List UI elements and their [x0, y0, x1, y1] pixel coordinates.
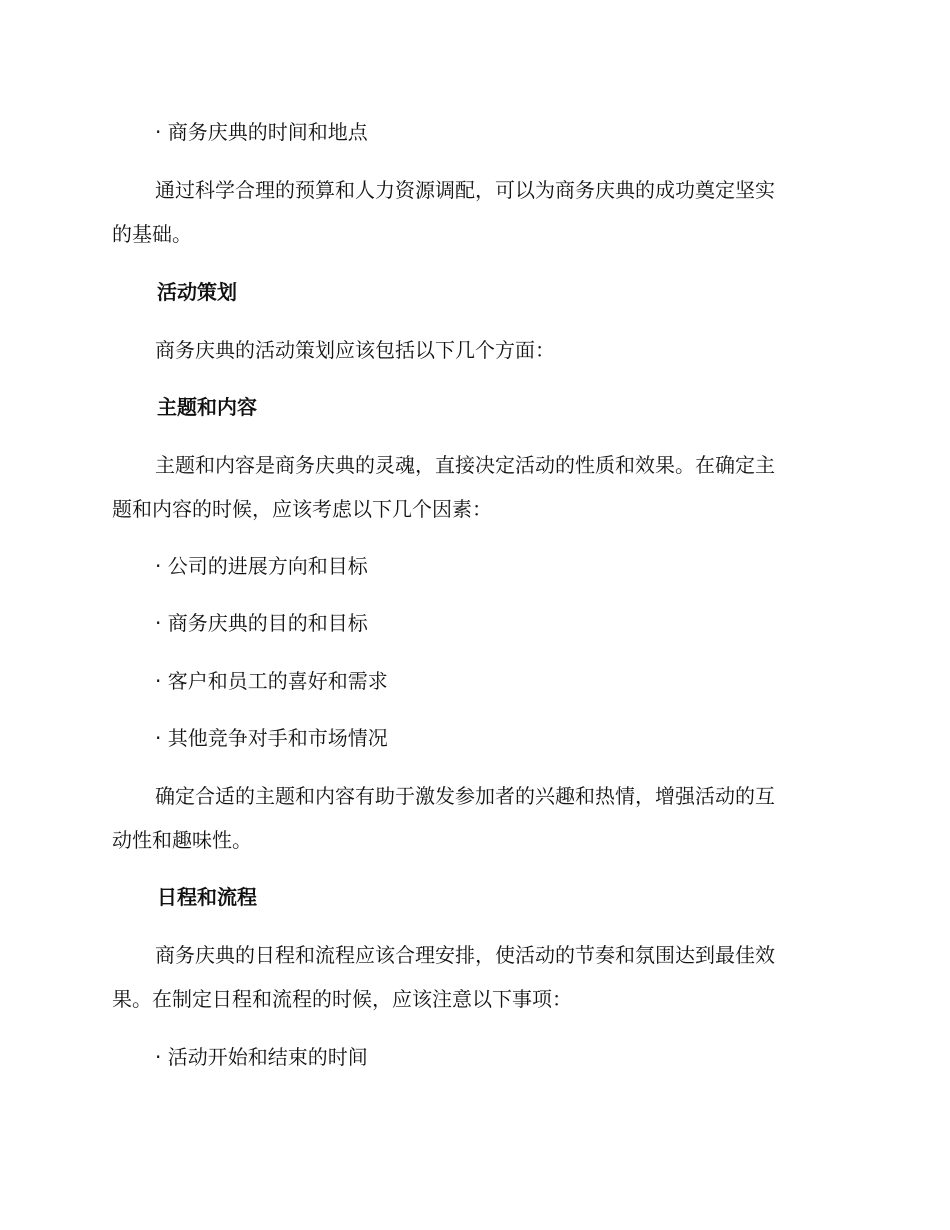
bullet-company-direction: · 公司的进展方向和目标	[155, 554, 368, 578]
paragraph-budget-line-1: 通过科学合理的预算和人力资源调配，可以为商务庆典的成功奠定坚实	[155, 178, 775, 202]
bullet-competitors-market: · 其他竞争对手和市场情况	[155, 726, 388, 750]
bullet-start-end-time: · 活动开始和结束的时间	[155, 1045, 368, 1069]
paragraph-theme-line-1: 主题和内容是商务庆典的灵魂，直接决定活动的性质和效果。在确定主	[155, 453, 775, 477]
paragraph-schedule-line-1: 商务庆典的日程和流程应该合理安排，使活动的节奏和氛围达到最佳效	[155, 943, 775, 967]
heading-activity-planning: 活动策划	[157, 280, 237, 304]
bullet-celebration-purpose: · 商务庆典的目的和目标	[155, 611, 368, 635]
heading-schedule-flow: 日程和流程	[157, 885, 257, 909]
bullet-time-place: · 商务庆典的时间和地点	[155, 120, 368, 144]
paragraph-theme-line-2: 题和内容的时候，应该考虑以下几个因素：	[112, 497, 492, 521]
bullet-customer-employee: · 客户和员工的喜好和需求	[155, 669, 388, 693]
paragraph-activity-intro: 商务庆典的活动策划应该包括以下几个方面：	[155, 338, 555, 362]
paragraph-schedule-line-2: 果。在制定日程和流程的时候，应该注意以下事项：	[112, 987, 572, 1011]
paragraph-theme-result-line-1: 确定合适的主题和内容有助于激发参加者的兴趣和热情，增强活动的互	[155, 784, 775, 808]
paragraph-theme-result-line-2: 动性和趣味性。	[112, 828, 252, 852]
heading-theme-content: 主题和内容	[157, 395, 257, 419]
paragraph-budget-line-2: 的基础。	[112, 222, 192, 246]
